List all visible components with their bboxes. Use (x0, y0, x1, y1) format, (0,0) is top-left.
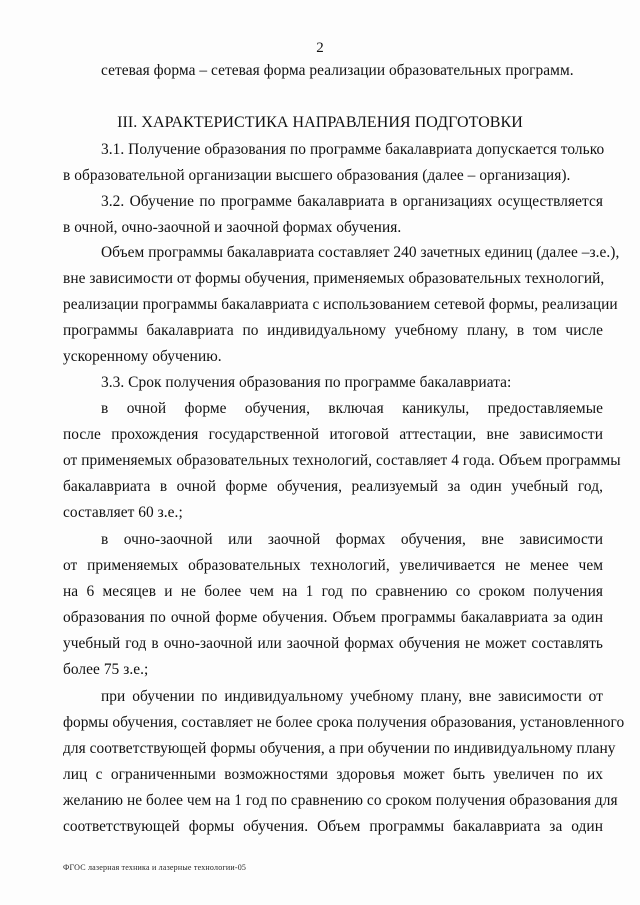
text-line: более 75 з.е.; (63, 661, 149, 678)
text-line: 3.1. Получение образования по программе бакалавриата допускается только (101, 141, 605, 158)
text-line: реализации программы бакалавриата с использованием сетевой формы, реализации (63, 296, 618, 313)
text-line: 3.2. Обучение по программе бакалавриата в организациях осуществляется (101, 193, 603, 210)
text-line: формы обучения, составляет не более срока получения образования, установленного (63, 714, 625, 731)
text-line: при обучении по индивидуальному учебному плану, вне зависимости от (101, 688, 603, 705)
text-line: в очно-заочной или заочной формах обучения, вне зависимости (101, 531, 603, 548)
text-line: бакалавриата в очной форме обучения, реализуемый за один учебный год, (63, 478, 603, 495)
text-line: в очной, очно-заочной и заочной формах обучения. (63, 219, 402, 236)
text-line: в очной форме обучения, включая каникулы, предоставляемые (101, 400, 603, 417)
text-line: от применяемых образовательных технологий, составляет 4 года. Объем программы (63, 452, 621, 469)
text-line: сетевая форма – сетевая форма реализации образовательных программ. (101, 62, 574, 79)
text-line: на 6 месяцев и не более чем на 1 год по сравнению со сроком получения (63, 583, 603, 600)
text-line: образования по очной форме обучения. Объем программы бакалавриата за один (63, 609, 603, 626)
page-number: 2 (316, 40, 324, 56)
text-line: программы бакалавриата по индивидуальному учебному плану, в том числе (63, 322, 603, 339)
text-line: для соответствующей формы обучения, а при обучении по индивидуальному плану (63, 740, 616, 757)
text-line: от применяемых образовательных технологий, увеличивается не менее чем (63, 557, 603, 574)
section-heading: III. ХАРАКТЕРИСТИКА НАПРАВЛЕНИЯ ПОДГОТОВКИ (117, 114, 523, 131)
text-line: после прохождения государственной итоговой аттестации, вне зависимости (63, 426, 603, 443)
text-line: лиц с ограниченными возможностями здоровья может быть увеличен по их (63, 766, 603, 783)
text-line: соответствующей формы обучения. Объем программы бакалавриата за один (63, 818, 603, 835)
text-line: учебный год в очно-заочной или заочной формах обучения не может составлять (63, 635, 603, 652)
text-line: Объем программы бакалавриата составляет 240 зачетных единиц (далее –з.е.), (101, 244, 620, 261)
text-line: составляет 60 з.е.; (63, 504, 183, 521)
text-line: ускоренному обучению. (63, 348, 222, 365)
text-line: 3.3. Срок получения образования по программе бакалавриата: (101, 374, 512, 391)
text-line: вне зависимости от формы обучения, применяемых образовательных технологий, (63, 270, 605, 287)
text-line: желанию не более чем на 1 год по сравнению со сроком получения образования для (63, 792, 618, 809)
text-line: в образовательной организации высшего образования (далее – организация). (63, 167, 571, 184)
footer-note: ФГОС лазерная техника и лазерные технологии-05 (63, 863, 247, 872)
